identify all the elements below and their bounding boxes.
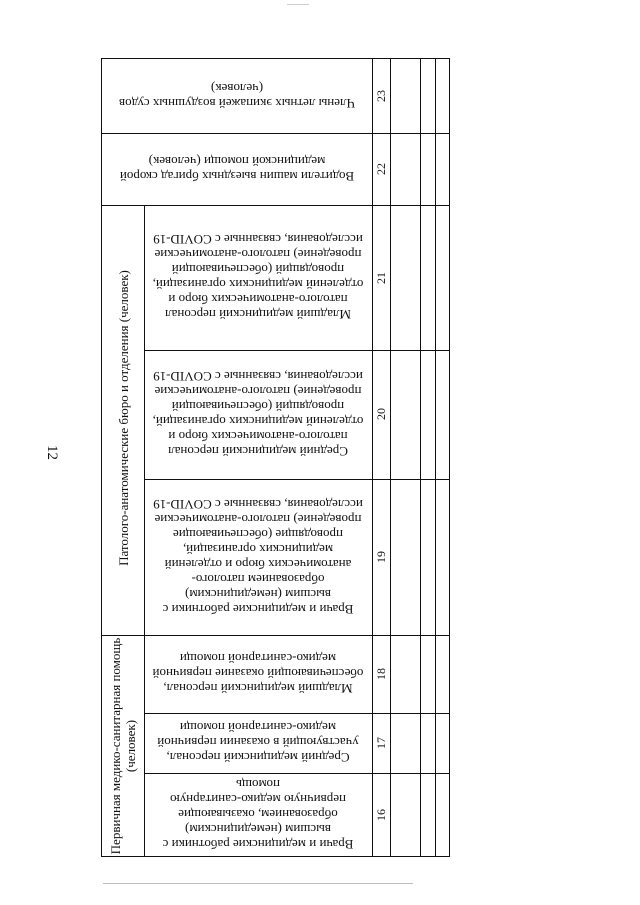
column-number-17: 17 (373, 737, 388, 749)
data-column-divider (420, 59, 421, 856)
column-header-22: Водители машин выездных бригад скорой медицинской помощи (человек) (119, 154, 355, 184)
column-header-23: Члены летных экипажей воздушных судов (человек) (119, 81, 355, 111)
column-header-17: Средний медицинский персонал, участвующий в оказании первичной медико-санитарной помощи (157, 720, 359, 766)
column-number-22: 22 (373, 163, 388, 175)
column-number-20: 20 (373, 408, 388, 420)
data-table (101, 58, 450, 857)
column-number-19: 19 (373, 551, 388, 563)
column-number-21: 21 (373, 272, 388, 284)
scan-mark (287, 4, 309, 5)
column-number-23: 23 (373, 90, 388, 102)
group-label-pathology: Патолого-анатомические бюро и отделения (человек) (115, 270, 131, 566)
scan-edge (103, 883, 413, 884)
data-column-divider (435, 59, 436, 856)
column-number-18: 18 (373, 668, 388, 680)
column-header-16: Врачи и медицинские работники с высшим (немедицинским) образованием, оказывающие первичную медико-санитарную помощь (162, 777, 354, 852)
group-label-primary-care: Первичная медико-санитарная помощь (человек) (108, 637, 138, 855)
column-header-18: Младший медицинский персонал, обеспечивающий оказание первичной медико-санитарной помощи (152, 651, 364, 697)
column-header-21: Младший медицинский персонал патолого-анатомических бюро и отделений медицинских организаций, проводящий (обеспечивающий проведение) патолого-анатомические исследования, связанные с COVID-19 (152, 232, 364, 323)
column-header-19: Врачи и медицинские работники с высшим (немедицинским) образованием патолого-анатомических бюро и отделений медицинских организаций, проводящие (обеспечивающие проведение) патолого-анатомические исследования, связанные с COVID-19 (153, 497, 363, 617)
page-number: 12 (44, 445, 60, 460)
data-column-divider (390, 59, 391, 856)
column-number-16: 16 (373, 809, 388, 821)
column-header-20: Средний медицинский персонал патолого-анатомических бюро и отделений медицинских организаций, проводящий (обеспечивающий проведение) патолого-анатомические исследования, связанные с COVID-19 (152, 369, 364, 460)
